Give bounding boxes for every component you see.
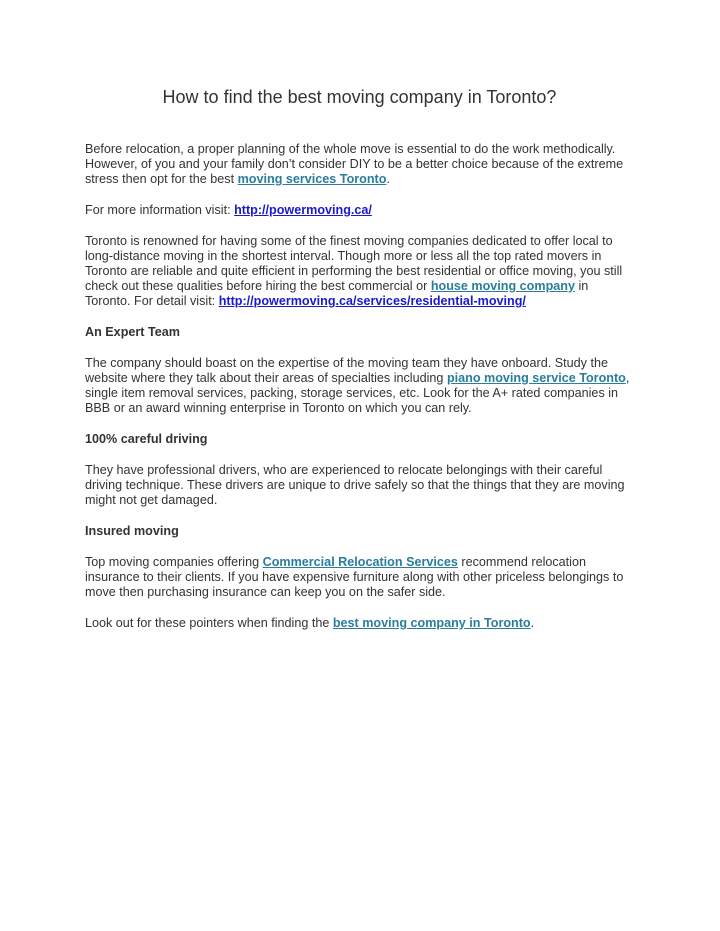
- paragraph-text: They have professional drivers, who are experienced to relocate belongings with their careful driving technique. These drivers are unique to drive safely so that the things that they are moving might not get damaged.: [85, 463, 625, 507]
- paragraph-more-info: [85, 203, 634, 218]
- paragraph-text: For more information visit:: [85, 203, 235, 217]
- residential-moving-link[interactable]: http://powermoving.ca/services/residential-moving/: [218, 294, 526, 308]
- spacer: [85, 508, 634, 524]
- paragraph-text: The company should boast on the expertise of the moving team they have onboard. Study the website where they talk about their areas of specialties including: [85, 356, 608, 385]
- heading-expert-team: An Expert Team: [85, 325, 180, 339]
- house-moving-company-link[interactable]: house moving company: [430, 279, 575, 293]
- paragraph-text: Toronto is renowned for having some of the finest moving companies dedicated to offer local to long-distance moving in the shortest interval. Though more or less all the top rated movers in Toronto are reliable and quite efficient in performing the best residential or office moving, you still check out these qualities before hiring the best commercial or: [85, 234, 623, 293]
- paragraph-insured-moving: [85, 555, 634, 600]
- spacer: [85, 187, 634, 203]
- paragraph-text: Look out for these pointers when finding the: [85, 616, 333, 630]
- paragraph-text: Top moving companies offering: [85, 555, 263, 569]
- spacer: [85, 600, 634, 616]
- paragraph-text: in Toronto. For detail visit:: [85, 279, 589, 308]
- paragraph-text: , single item removal services, packing, storage services, etc. Look for the A+ rated companies in BBB or an award winning enterprise in Toronto on which you can rely.: [85, 371, 630, 415]
- paragraph-expert-team: [85, 356, 634, 416]
- spacer: [85, 447, 634, 463]
- spacer: [85, 309, 634, 325]
- spacer: [85, 539, 634, 555]
- spacer: [85, 416, 634, 432]
- page-title: How to find the best moving company in Toronto?: [162, 87, 557, 107]
- spacer: [85, 109, 634, 142]
- paragraph-closing: [85, 616, 634, 631]
- paragraph-text: .: [530, 616, 535, 630]
- paragraph-text: .: [386, 172, 390, 186]
- paragraph-careful-driving: [85, 463, 634, 508]
- heading-careful-driving: 100% careful driving: [85, 432, 208, 446]
- paragraph-text: Before relocation, a proper planning of the whole move is essential to do the work methodically. However, of you and your family don’t consider DIY to be a better choice because of the extreme stress then opt for the best: [85, 142, 624, 186]
- powermoving-home-link[interactable]: http://powermoving.ca/: [234, 203, 372, 217]
- paragraph-intro: [85, 142, 634, 187]
- best-moving-company-link[interactable]: best moving company in Toronto: [332, 616, 531, 630]
- paragraph-text: recommend relocation insurance to their clients. If you have expensive furniture along with other priceless belongings to move then purchasing insurance can keep you on the safer side.: [85, 555, 624, 599]
- spacer: [85, 340, 634, 356]
- piano-moving-service-link[interactable]: piano moving service Toronto: [446, 371, 626, 385]
- heading-insured-moving: Insured moving: [85, 524, 179, 538]
- moving-services-toronto-link[interactable]: moving services Toronto: [237, 172, 387, 186]
- paragraph-toronto: [85, 234, 634, 309]
- spacer: [85, 218, 634, 234]
- commercial-relocation-link[interactable]: Commercial Relocation Services: [262, 555, 458, 569]
